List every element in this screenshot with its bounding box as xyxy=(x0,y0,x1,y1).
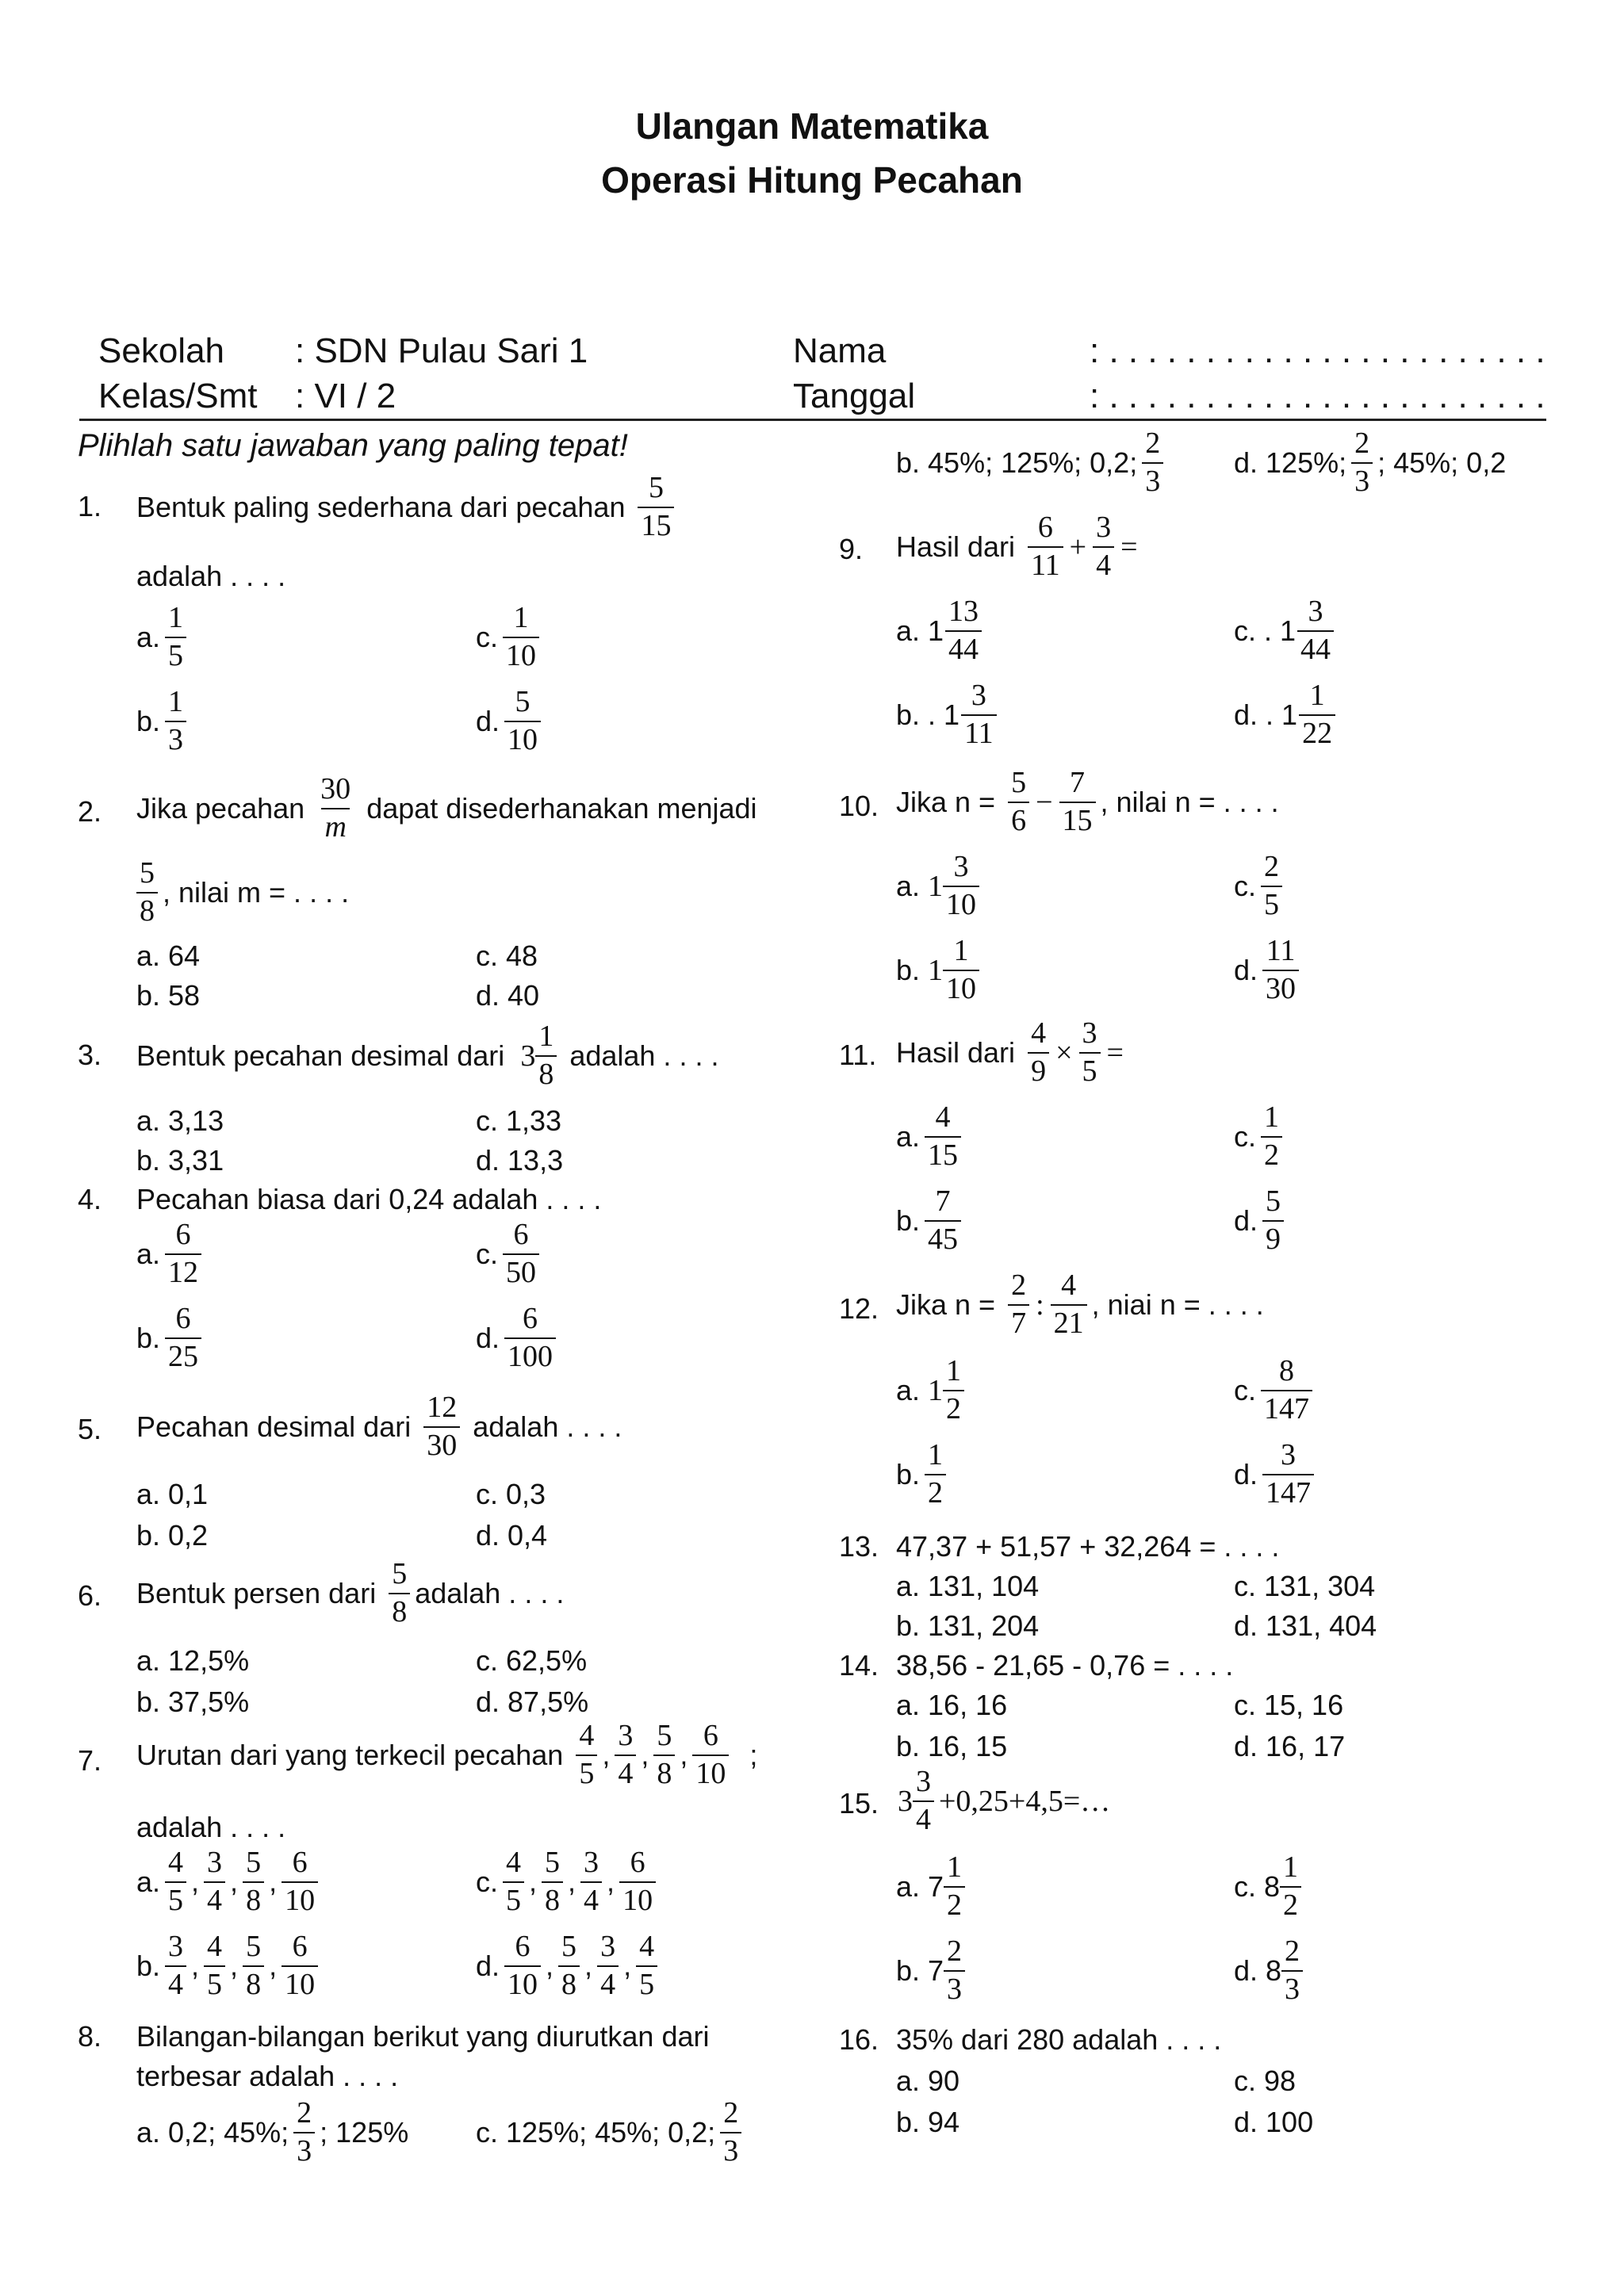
q13-text: 47,37 + 51,57 + 32,264 = . . . . xyxy=(896,1530,1280,1563)
q5-option-a[interactable]: a. 0,1 xyxy=(136,1478,209,1510)
q3-option-a[interactable]: a. 3,13 xyxy=(136,1104,224,1137)
q14-number: 14. xyxy=(839,1649,879,1682)
q8-option-a[interactable]: a. 0,2; 45%; $\frac{2}{3}$ ; 125% xyxy=(136,2096,409,2168)
q2-option-b[interactable]: b. 58 xyxy=(136,979,201,1012)
q1-number: 1. xyxy=(78,490,102,522)
q11-text: Hasil dari $\frac{4}{9}$ × $\frac{3}{5}$ = xyxy=(896,1016,1124,1088)
q12-text: Jika n = $\frac{2}{7}$ : $\frac{4}{21}$ , niai n = . . . . xyxy=(896,1269,1264,1340)
q1-option-a[interactable]: a. $\frac{1}{5}$ xyxy=(136,603,191,672)
q1-option-c[interactable]: c. $\frac{1}{10}$ xyxy=(476,603,544,672)
kelas-value: : VI / 2 xyxy=(295,377,396,415)
q7-option-d[interactable]: d. $\frac{6}{10}$ , $\frac{5}{8}$ , $\frac{3}{4}$ , $\frac{4}{5}$ xyxy=(476,1931,662,2001)
q11-option-a[interactable]: a. $\frac{4}{15}$ xyxy=(896,1102,966,1172)
q7-option-a[interactable]: a. $\frac{4}{5}$ , $\frac{3}{4}$ , $\frac{5}{8}$ , $\frac{6}{10}$ xyxy=(136,1847,323,1917)
nama-label: Nama xyxy=(793,331,887,370)
q8-text: Bilangan-bilangan berikut yang diurutkan dari xyxy=(136,2020,710,2053)
tanggal-field: : . . . . . . . . . . . . . . . . . . . . . . . xyxy=(1090,377,1545,415)
q4-option-c[interactable]: c. $\frac{6}{50}$ xyxy=(476,1219,544,1289)
q15-option-b[interactable]: b. 7 $\frac{2}{3}$ xyxy=(896,1936,970,2006)
q3-option-c[interactable]: c. 1,33 xyxy=(476,1104,562,1137)
kelas-label: Kelas/Smt xyxy=(98,377,258,415)
q16-text: 35% dari 280 adalah . . . . xyxy=(896,2023,1222,2056)
q5-option-b[interactable]: b. 0,2 xyxy=(136,1519,209,1552)
q10-number: 10. xyxy=(839,790,879,822)
q10-option-d[interactable]: d. $\frac{11}{30}$ xyxy=(1234,936,1304,1005)
q14-option-d[interactable]: d. 16, 17 xyxy=(1234,1730,1346,1762)
q7-od-fraction: $\frac{5}{8}$ xyxy=(558,1931,580,2001)
q14-text: 38,56 - 21,65 - 0,76 = . . . . xyxy=(896,1649,1234,1682)
q16-option-d[interactable]: d. 100 xyxy=(1234,2106,1314,2138)
q2-option-c[interactable]: c. 48 xyxy=(476,939,538,972)
q9-option-b[interactable]: b. . 1 $\frac{3}{11}$ xyxy=(896,680,1002,750)
q2-number: 2. xyxy=(78,795,102,828)
q16-option-b[interactable]: b. 94 xyxy=(896,2106,960,2138)
q16-number: 16. xyxy=(839,2023,879,2056)
q15-number: 15. xyxy=(839,1787,879,1820)
q12-option-b[interactable]: b. $\frac{1}{2}$ xyxy=(896,1440,951,1510)
q9-option-a[interactable]: a. 1 $\frac{13}{44}$ xyxy=(896,596,986,666)
q8-option-d[interactable]: d. 125%; $\frac{2}{3}$ ; 45%; 0,2 xyxy=(1234,427,1507,498)
q9-option-d[interactable]: d. . 1 $\frac{1}{22}$ xyxy=(1234,680,1340,750)
q15-option-a[interactable]: a. 7 $\frac{1}{2}$ xyxy=(896,1852,970,1922)
q7-od-fraction: $\frac{3}{4}$ xyxy=(597,1931,619,2001)
q7-oa-fraction: $\frac{5}{8}$ xyxy=(243,1847,264,1917)
q7-separator: , xyxy=(607,1865,615,1898)
q6-option-b[interactable]: b. 37,5% xyxy=(136,1686,250,1718)
q7-separator: , xyxy=(269,1949,278,1982)
q15-option-d[interactable]: d. 8 $\frac{2}{3}$ xyxy=(1234,1936,1308,2006)
q7-separator: , xyxy=(641,1738,649,1771)
q7-separator: , xyxy=(191,1949,200,1982)
q7-main-fraction: $\frac{5}{8}$ xyxy=(653,1720,675,1790)
q7-separator: , xyxy=(546,1949,554,1982)
q4-text: Pecahan biasa dari 0,24 adalah . . . . xyxy=(136,1183,602,1215)
q7-separator: , xyxy=(568,1865,576,1898)
q11-option-d[interactable]: d. $\frac{5}{9}$ xyxy=(1234,1186,1289,1256)
q13-option-a[interactable]: a. 131, 104 xyxy=(896,1570,1040,1602)
q3-number: 3. xyxy=(78,1039,102,1071)
q7-od-fraction: $\frac{6}{10}$ xyxy=(504,1931,541,2001)
q5-text: Pecahan desimal dari $\frac{12}{30}$ adalah . . . . xyxy=(136,1391,622,1462)
q11-option-c[interactable]: c. $\frac{1}{2}$ xyxy=(1234,1102,1287,1172)
q11-number: 11. xyxy=(839,1039,877,1071)
q16-option-c[interactable]: c. 98 xyxy=(1234,2064,1297,2097)
q5-option-c[interactable]: c. 0,3 xyxy=(476,1478,546,1510)
q10-option-c[interactable]: c. $\frac{2}{5}$ xyxy=(1234,851,1287,921)
q7-fraction-list xyxy=(571,1719,733,1790)
q7-oc-fraction: $\frac{6}{10}$ xyxy=(619,1847,656,1917)
sekolah-label: Sekolah xyxy=(98,331,225,370)
q2-option-d[interactable]: d. 40 xyxy=(476,979,540,1012)
q7-main-fraction: $\frac{3}{4}$ xyxy=(615,1720,636,1790)
q4-option-a[interactable]: a. $\frac{6}{12}$ xyxy=(136,1219,206,1289)
q7-main-fraction: $\frac{4}{5}$ xyxy=(576,1720,597,1790)
q7-oc-fraction: $\frac{5}{8}$ xyxy=(542,1847,563,1917)
q7-oc-fraction: $\frac{3}{4}$ xyxy=(580,1847,602,1917)
q1-option-b[interactable]: b. $\frac{1}{3}$ xyxy=(136,687,191,756)
page-title: Ulangan Matematika xyxy=(635,105,989,147)
q9-text: Hasil dari $\frac{6}{11}$ + $\frac{3}{4}$ = xyxy=(896,511,1138,582)
q1-fraction: $\frac{5}{15}$ xyxy=(638,473,674,542)
q7-ob-fraction: $\frac{5}{8}$ xyxy=(243,1931,264,2001)
q10-option-a[interactable]: a. 1 $\frac{3}{10}$ xyxy=(896,851,984,921)
q12-option-d[interactable]: d. $\frac{3}{147}$ xyxy=(1234,1440,1319,1510)
q3-option-d[interactable]: d. 13,3 xyxy=(476,1144,564,1177)
q7-option-b[interactable]: b. $\frac{3}{4}$ , $\frac{4}{5}$ , $\frac{5}{8}$ , $\frac{6}{10}$ xyxy=(136,1931,323,2001)
q6-option-a[interactable]: a. 12,5% xyxy=(136,1644,250,1677)
q3-option-b[interactable]: b. 3,31 xyxy=(136,1144,224,1177)
q12-option-a[interactable]: a. 1 $\frac{1}{2}$ xyxy=(896,1356,969,1425)
q13-option-c[interactable]: c. 131, 304 xyxy=(1234,1570,1376,1602)
q7-separator: , xyxy=(269,1865,278,1898)
q14-option-a[interactable]: a. 16, 16 xyxy=(896,1689,1008,1721)
q6-number: 6. xyxy=(78,1579,102,1612)
q5-option-d[interactable]: d. 0,4 xyxy=(476,1519,548,1552)
q7-text2: adalah . . . . xyxy=(136,1811,286,1843)
q7-od-fraction: $\frac{4}{5}$ xyxy=(636,1931,657,2001)
q6-text: Bentuk persen dari $\frac{5}{8}$ adalah . . . . xyxy=(136,1557,565,1628)
q8-number: 8. xyxy=(78,2020,102,2053)
q6-option-c[interactable]: c. 62,5% xyxy=(476,1644,588,1677)
q1-text2: adalah . . . . xyxy=(136,560,286,592)
q15-option-c[interactable]: c. 8 $\frac{1}{2}$ xyxy=(1234,1852,1306,1922)
page-subtitle: Operasi Hitung Pecahan xyxy=(601,159,1023,201)
q4-option-b[interactable]: b. $\frac{6}{25}$ xyxy=(136,1303,206,1373)
q12-number: 12. xyxy=(839,1292,879,1325)
q7-number: 7. xyxy=(78,1744,102,1777)
q7-separator: , xyxy=(602,1738,611,1771)
q7-option-c[interactable]: c. $\frac{4}{5}$ , $\frac{5}{8}$ , $\frac{3}{4}$ , $\frac{6}{10}$ xyxy=(476,1847,661,1917)
q7-oa-fraction: $\frac{6}{10}$ xyxy=(282,1847,318,1917)
q3-text: Bentuk pecahan desimal dari 3 $\frac{1}{8}$ adalah . . . . xyxy=(136,1020,719,1091)
sekolah-value: : SDN Pulau Sari 1 xyxy=(295,331,588,370)
q2-text2: $\frac{5}{8}$ , nilai m = . . . . xyxy=(136,858,349,928)
q7-ob-fraction: $\frac{4}{5}$ xyxy=(204,1931,225,2001)
q7-ob-fraction: $\frac{6}{10}$ xyxy=(282,1931,318,2001)
q10-text: Jika n = $\frac{5}{6}$ − $\frac{7}{15}$ , nilai n = . . . . xyxy=(896,766,1279,837)
q7-ob-fraction: $\frac{3}{4}$ xyxy=(165,1931,186,2001)
q7-separator: , xyxy=(230,1949,239,1982)
q13-option-b[interactable]: b. 131, 204 xyxy=(896,1609,1040,1642)
q7-separator: , xyxy=(191,1865,200,1898)
q9-option-c[interactable]: c. . 1 $\frac{3}{44}$ xyxy=(1234,596,1339,666)
header-divider xyxy=(79,419,1546,421)
q10-option-b[interactable]: b. 1 $\frac{1}{10}$ xyxy=(896,936,984,1005)
q7-oa-fraction: $\frac{4}{5}$ xyxy=(165,1847,186,1917)
q1-option-d[interactable]: d. $\frac{5}{10}$ xyxy=(476,687,546,756)
q2-text: Jika pecahan $\frac{30}{m}$ dapat disederhanakan menjadi xyxy=(136,772,757,844)
q7-separator: , xyxy=(623,1949,632,1982)
q6-option-d[interactable]: d. 87,5% xyxy=(476,1686,589,1718)
q8-option-b[interactable]: b. 45%; 125%; 0,2; $\frac{2}{3}$ xyxy=(896,428,1168,498)
q13-option-d[interactable]: d. 131, 404 xyxy=(1234,1609,1377,1642)
q12-option-c[interactable]: c. $\frac{8}{147}$ xyxy=(1234,1356,1317,1425)
q2-option-a[interactable]: a. 64 xyxy=(136,939,201,972)
instruction: Plihlah satu jawaban yang paling tepat! xyxy=(78,428,628,463)
q5-number: 5. xyxy=(78,1413,102,1445)
tanggal-label: Tanggal xyxy=(793,377,916,415)
q7-separator: , xyxy=(584,1949,593,1982)
q9-number: 9. xyxy=(839,533,864,565)
q7-oa-fraction: $\frac{3}{4}$ xyxy=(204,1847,225,1917)
q15-text: 3 $\frac{3}{4}$ +0,25+4,5=… xyxy=(898,1765,1111,1836)
q7-oc-fraction: $\frac{4}{5}$ xyxy=(503,1847,524,1917)
q7-text: Urutan dari yang terkecil pecahan $\frac{4}{5}$ , $\frac{3}{4}$ , $\frac{5}{8}$ , $\frac{6}{10}$ ; xyxy=(136,1719,758,1790)
q7-separator: , xyxy=(230,1865,239,1898)
q7-separator: , xyxy=(680,1738,688,1771)
q7-separator: , xyxy=(529,1865,538,1898)
nama-field: : . . . . . . . . . . . . . . . . . . . . . . . xyxy=(1090,331,1545,370)
q8-text2: terbesar adalah . . . . xyxy=(136,2060,399,2092)
q14-option-c[interactable]: c. 15, 16 xyxy=(1234,1689,1344,1721)
q4-number: 4. xyxy=(78,1183,102,1215)
q13-number: 13. xyxy=(839,1530,879,1563)
q14-option-b[interactable]: b. 16, 15 xyxy=(896,1730,1008,1762)
q1-text: Bentuk paling sederhana dari pecahan $\frac{5}{15}$ xyxy=(136,473,679,542)
q7-main-fraction: $\frac{6}{10}$ xyxy=(692,1720,729,1790)
q8-option-c[interactable]: c. 125%; 45%; 0,2; $\frac{2}{3}$ xyxy=(476,2098,746,2168)
q11-option-b[interactable]: b. $\frac{7}{45}$ xyxy=(896,1186,966,1256)
q4-option-d[interactable]: d. $\frac{6}{100}$ xyxy=(476,1303,561,1373)
q16-option-a[interactable]: a. 90 xyxy=(896,2064,960,2097)
